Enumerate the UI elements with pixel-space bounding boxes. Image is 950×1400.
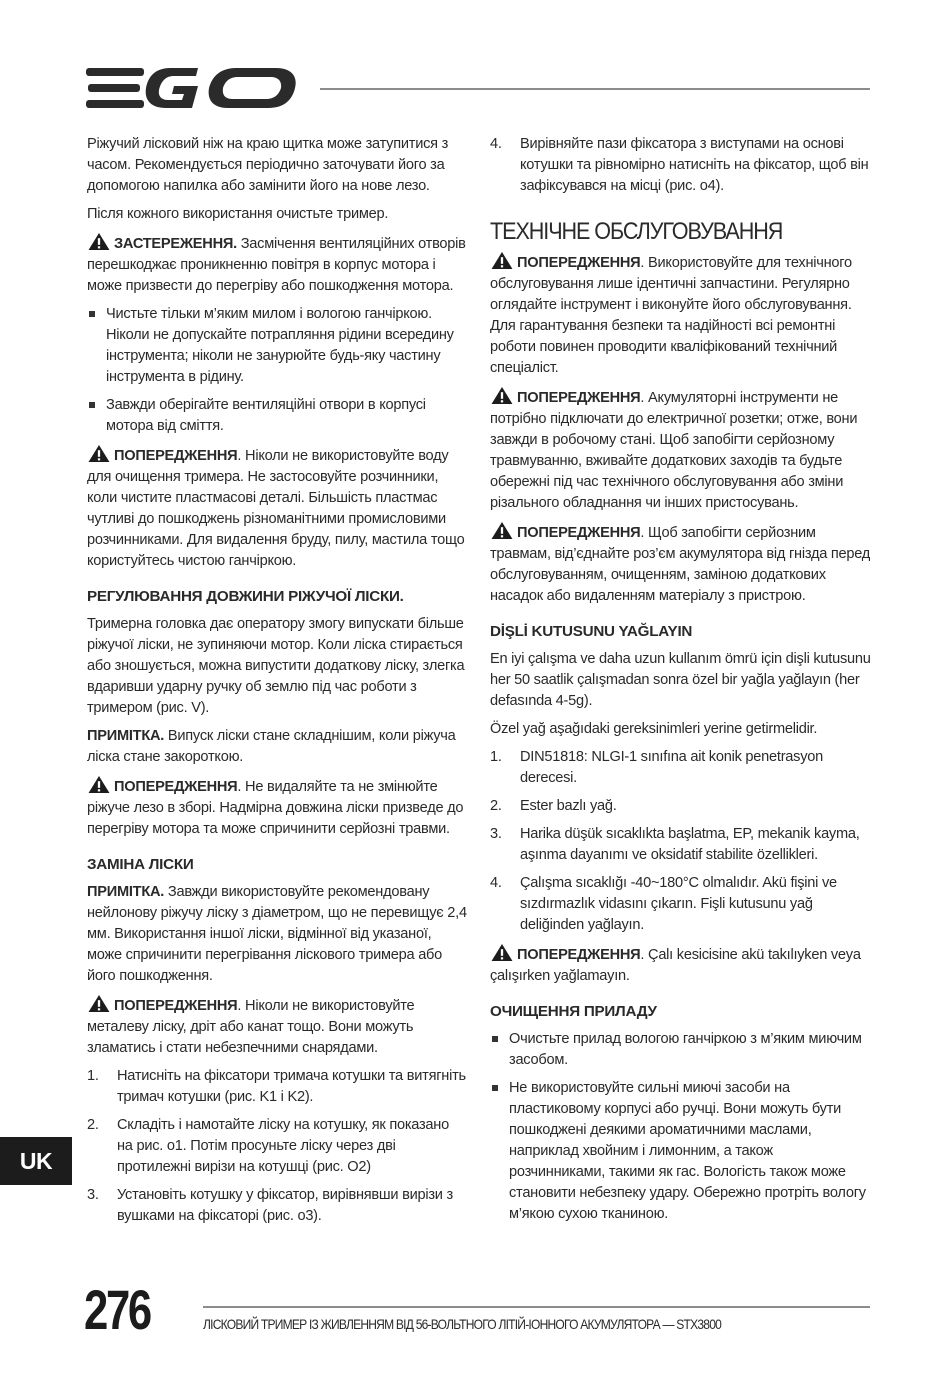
warning-triangle-icon: [87, 232, 111, 251]
note-block: [87, 726, 467, 768]
step-number: 1.: [490, 749, 502, 765]
warning-block: [490, 251, 872, 379]
page-number: 276: [84, 1278, 150, 1341]
warning-label: ПОПЕРЕДЖЕННЯ: [517, 947, 641, 963]
section-heading: ЗАМІНА ЛІСКИ: [87, 856, 194, 873]
list-item: [490, 873, 872, 936]
warning-triangle-icon: [490, 251, 514, 270]
paragraph: Özel yağ aşağıdaki gereksinimleri yerine getirmelidir.: [490, 721, 818, 737]
note-text: Випуск ліски стане складнішим, коли ріжуча ліска стане закороткою.: [87, 728, 456, 765]
caution-block: [87, 232, 467, 297]
paragraph: Тримерна головка дає оператору змогу випускати більше ріжучої ліски, не зупиняючи мотор. Коли ліска стирається або зношується, можна випустити додаткову ліску, злегка вдаривши ударну ручку об землю під час роботи з тримером (рис. V).: [87, 616, 465, 716]
warning-block: [490, 521, 872, 607]
warning-block: [490, 386, 872, 514]
note-text: Завжди використовуйте рекомендовану нейлонову ріжучу ліску з діаметром, що не перевищує 2,4 мм. Використання іншої ліски, відмінної від указаної, може спричинити перегрівання ліскового тримера або його пошкодження.: [87, 884, 467, 984]
paragraph: Ріжучий лісковий ніж на краю щитка може затупитися з часом. Рекомендується періодично заточувати його за допомогою напилка або замінити його на нове лезо.: [87, 136, 449, 194]
bullet-square-icon: [492, 1085, 498, 1091]
caution-label: ЗАСТЕРЕЖЕННЯ.: [114, 236, 237, 252]
step-text: DIN51818: NLGI-1 sınıfına ait konik penetrasyon derecesi.: [520, 749, 823, 786]
step-text: Çalışma sıcaklığı -40~180°C olmalıdır. Akü fişini ve sızdırmazlık vidasını çıkarın. Fişli kutusunu yağ deliğinden yağlayın.: [520, 875, 837, 933]
warning-text: . Не видаляйте та не змінюйте ріжуче лезо в зборі. Надмірна довжина ліски призведе до перегріву мотора та може спричинити серйозні травми.: [87, 779, 464, 837]
step-number: 3.: [87, 1187, 99, 1203]
warning-block: [87, 775, 467, 840]
ego-logo: [86, 64, 298, 112]
paragraph: Після кожного використання очистьте тример.: [87, 206, 389, 222]
step-text: Натисніть на фіксатори тримача котушки та витягніть тримач котушки (рис. K1 і K2).: [117, 1068, 466, 1105]
section-heading: РЕГУЛЮВАННЯ ДОВЖИНИ РІЖУЧОЇ ЛІСКИ.: [87, 588, 404, 605]
step-number: 4.: [490, 875, 502, 891]
step-text: Harika düşük sıcaklıkta başlatma, EP, mekanik kayma, aşınma dayanımı ve oksidatif stabilite özellikleri.: [520, 826, 860, 863]
left-column: [87, 134, 467, 1234]
warning-text: . Ніколи не використовуйте металеву ліску, дріт або канат тощо. Вони можуть зламатись і стати небезпечними снарядами.: [87, 998, 415, 1056]
list-item: Не використовуйте сильні миючі засоби на пластиковому корпусі або ручці. Вони можуть бути пошкоджені деякими ароматичними маслами, наприклад хвойним і лимонним, а також розчинниками, такими як гас. Вологість також може становити небезпеку удару. Обережно протріть вологу м’якою сухою тканиною.: [490, 1078, 872, 1225]
warning-triangle-icon: [87, 775, 111, 794]
paragraph: En iyi çalışma ve daha uzun kullanım ömrü için dişli kutusunu her 50 saatlik çalışmadan sonra özel bir yağla yağlayın (her defasında 4-5g).: [490, 651, 871, 709]
step-number: 4.: [490, 136, 502, 152]
header-rule: [320, 88, 870, 90]
caution-text: Засмічення вентиляційних отворів перешкоджає проникненню повітря в корпус мотора і може призвести до перегріву або пошкодження мотора.: [87, 236, 466, 294]
numbered-list: [87, 1066, 467, 1227]
numbered-list: [490, 134, 872, 197]
warning-triangle-icon: [87, 444, 111, 463]
warning-label: ПОПЕРЕДЖЕННЯ: [517, 390, 641, 406]
step-text: Вирівняйте пази фіксатора з виступами на основі котушки та рівномірно натисніть на фіксатор, щоб він зафіксувався на місці (рис. o4).: [520, 136, 869, 194]
list-item: [87, 1115, 467, 1178]
numbered-list: [490, 747, 872, 936]
footer-rule: [203, 1306, 870, 1308]
footer-title: ЛІСКОВИЙ ТРИМЕР ІЗ ЖИВЛЕННЯМ ВІД 56-ВОЛЬТНОГО ЛІТІЙ-ІОННОГО АКУМУЛЯТОРА — STX3800: [203, 1316, 722, 1332]
note-block: [87, 882, 467, 987]
right-column: [490, 134, 872, 1232]
step-number: 2.: [490, 798, 502, 814]
step-text: Ester bazlı yağ.: [520, 798, 617, 814]
bullet-square-icon: [492, 1036, 498, 1042]
language-tab: UK: [0, 1137, 72, 1185]
list-item: Завжди оберігайте вентиляційні отвори в корпусі мотора від сміття.: [87, 395, 467, 437]
warning-text: . Акумуляторні інструменти не потрібно підключати до електричної розетки; отже, вони завжди в робочому стані. Щоб запобігти серйозному травмуванню, вживайте додаткових заходів та будьте обережні під час технічного обслуговування або зміни різального обладнання чи інших пристосувань.: [490, 390, 858, 511]
list-item: [87, 1066, 467, 1108]
warning-text: . Щоб запобігти серйозним травмам, від’єднайте роз’єм акумулятора від гнізда перед обслуговуванням, очищенням, заміною додаткових насадок або видаленням матеріалу з пристрою.: [490, 525, 871, 604]
list-item: [490, 747, 872, 789]
list-item: Очистьте прилад вологою ганчіркою з м’яким миючим засобом.: [490, 1029, 872, 1071]
warning-triangle-icon: [490, 386, 514, 405]
bullet-list: [490, 1029, 872, 1225]
section-title: ТЕХНІЧНЕ ОБСЛУГОВУВАННЯ: [490, 218, 783, 245]
list-item: Чистьте тільки м’яким милом і вологою ганчіркою. Ніколи не допускайте потрапляння рідини всередину інструмента; ніколи не занурюйте будь-яку частину інструмента в рідину.: [87, 304, 467, 388]
warning-label: ПОПЕРЕДЖЕННЯ: [517, 525, 641, 541]
list-item: [490, 824, 872, 866]
section-heading: ОЧИЩЕННЯ ПРИЛАДУ: [490, 1003, 657, 1020]
warning-block: [87, 444, 467, 572]
step-number: 2.: [87, 1117, 99, 1133]
warning-text: . Çalı kesicisine akü takılıyken veya çalışırken yağlamayın.: [490, 947, 861, 984]
bullet-list: [87, 304, 467, 437]
warning-text: . Використовуйте для технічного обслуговування лише ідентичні запчастини. Регулярно оглядайте інструмент і виконуйте його обслуговування. Для гарантування безпеки та надійності всі ремонтні роботи повинен проводити кваліфікований технічний спеціаліст.: [490, 255, 852, 376]
bullet-square-icon: [89, 402, 95, 408]
warning-text: . Ніколи не використовуйте воду для очищення тримера. Не застосовуйте розчинники, коли чистите пластмасові деталі. Більшість пластмас чутливі до пошкоджень різноманітними промисловими розчинниками. Для видалення бруду, пилу, мастила тощо користуйтесь чистою ганчіркою.: [87, 448, 465, 569]
warning-label: ПОПЕРЕДЖЕННЯ: [114, 448, 238, 464]
step-text: Установіть котушку у фіксатор, вирівнявши вирізи з вушками на фіксаторі (рис. o3).: [117, 1187, 453, 1224]
list-item: [490, 796, 872, 817]
section-heading: DİŞLİ KUTUSUNU YAĞLAYIN: [490, 623, 693, 640]
list-item: [87, 1185, 467, 1227]
warning-triangle-icon: [490, 521, 514, 540]
note-label: ПРИМІТКА.: [87, 728, 165, 744]
bullet-square-icon: [89, 311, 95, 317]
warning-triangle-icon: [87, 994, 111, 1013]
warning-triangle-icon: [490, 943, 514, 962]
warning-label: ПОПЕРЕДЖЕННЯ: [517, 255, 641, 271]
warning-block: [490, 943, 872, 987]
warning-block: [87, 994, 467, 1059]
warning-label: ПОПЕРЕДЖЕННЯ: [114, 998, 238, 1014]
step-number: 1.: [87, 1068, 99, 1084]
warning-label: ПОПЕРЕДЖЕННЯ: [114, 779, 238, 795]
step-text: Складіть і намотайте ліску на котушку, як показано на рис. o1. Потім просуньте ліску через дві протилежні вирізи на котушці (рис. O2): [117, 1117, 449, 1175]
note-label: ПРИМІТКА.: [87, 884, 165, 900]
step-number: 3.: [490, 826, 502, 842]
list-item: [490, 134, 872, 197]
